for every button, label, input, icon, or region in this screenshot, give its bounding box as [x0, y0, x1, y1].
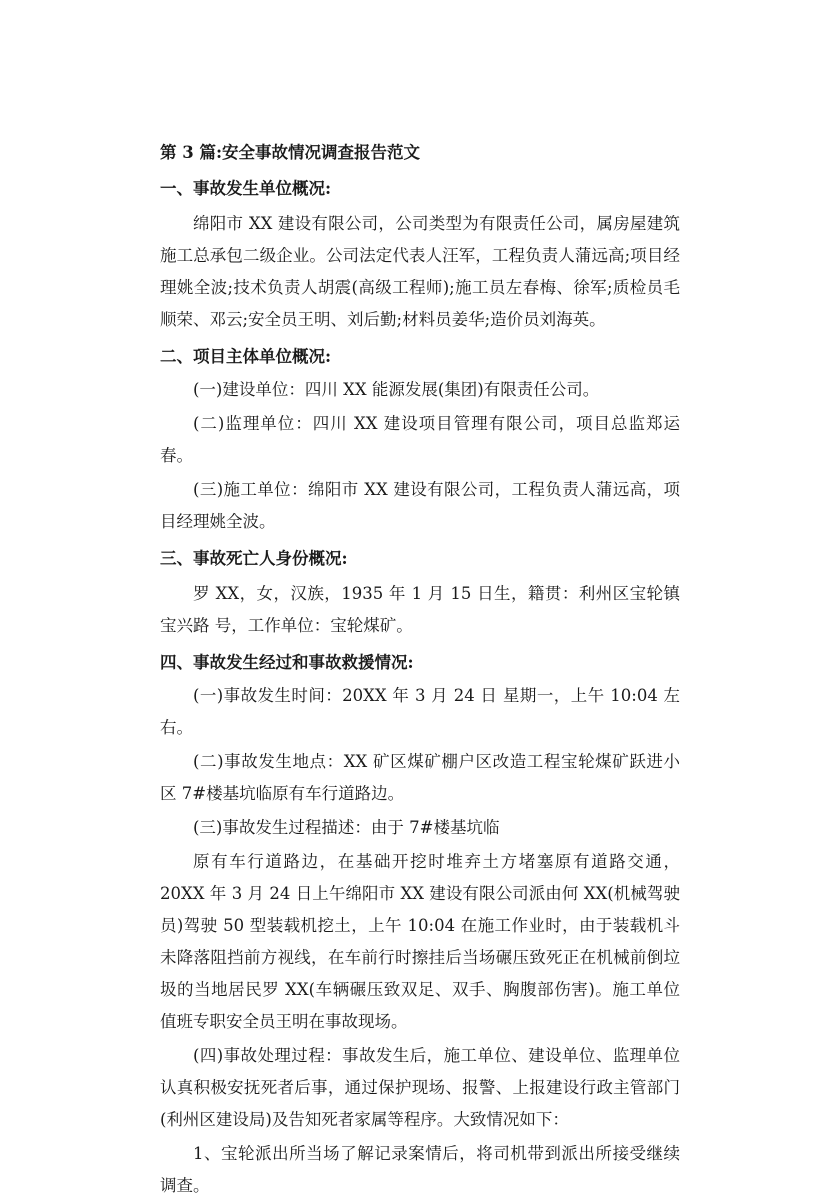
- section-heading: 二、项目主体单位概况:: [160, 347, 332, 366]
- paragraph: (一)建设单位：四川 XX 能源发展(集团)有限责任公司。: [193, 380, 600, 399]
- paragraph: (三)施工单位：绵阳市 XX 建设有限公司，工程负责人蒲远高，项目经理姚全波。: [160, 480, 680, 531]
- section-heading: 一、事故发生单位概况:: [160, 179, 332, 198]
- paragraph: 罗 XX，女，汉族，1935 年 1 月 15 日生，籍贯：利州区宝轮镇宝兴路 号，工作单位：宝轮煤矿。: [160, 584, 680, 635]
- paragraph: (二)事故发生地点：XX 矿区煤矿棚户区改造工程宝轮煤矿跃进小区 7#楼基坑临原有车行道路边。: [160, 752, 680, 803]
- paragraph: (一)事故发生时间：20XX 年 3 月 24 日 星期一，上午 10:04 左右。: [160, 686, 680, 737]
- section-heading: 四、事故发生经过和事故救援情况:: [160, 653, 414, 672]
- paragraph: 1、宝轮派出所当场了解记录案情后，将司机带到派出所接受继续调查。: [160, 1144, 680, 1195]
- paragraph: (四)事故处理过程：事故发生后，施工单位、建设单位、监理单位认真积极安抚死者后事，通过保护现场、报警、上报建设行政主管部门(利州区建设局)及告知死者家属等程序。大致情况如下：: [160, 1046, 680, 1129]
- section-heading: 三、事故死亡人身份概况:: [160, 549, 348, 568]
- paragraph: (三)事故发生过程描述：由于 7#楼基坑临: [193, 818, 500, 837]
- paragraph: 原有车行道路边，在基础开挖时堆弃土方堵塞原有道路交通，20XX 年 3 月 24 日上午绵阳市 XX 建设有限公司派由何 XX(机械驾驶员)驾驶 50 型装载机挖土，上午 10:04 在施工作业时，由于装载机斗未降落阻挡前方视线，在车前行时擦挂后当场碾压致死正在机械前倒垃圾的当地居民罗 XX(车辆碾压致双足、双手、胸腹部伤害)。施工单位值班专职安全员王明在事故现场。: [160, 852, 680, 1031]
- document-title: 第 3 篇:安全事故情况调查报告范文: [160, 143, 421, 162]
- paragraph: (二)监理单位：四川 XX 建设项目管理有限公司，项目总监郑运春。: [160, 414, 680, 465]
- paragraph: 绵阳市 XX 建设有限公司，公司类型为有限责任公司，属房屋建筑施工总承包二级企业。公司法定代表人汪军，工程负责人蒲远高;项目经理姚全波;技术负责人胡震(高级工程师);施工员左春梅、徐军;质检员毛顺荣、邓云;安全员王明、刘后勤;材料员姜华;造价员刘海英。: [160, 214, 680, 329]
- document-body: [160, 138, 680, 1202]
